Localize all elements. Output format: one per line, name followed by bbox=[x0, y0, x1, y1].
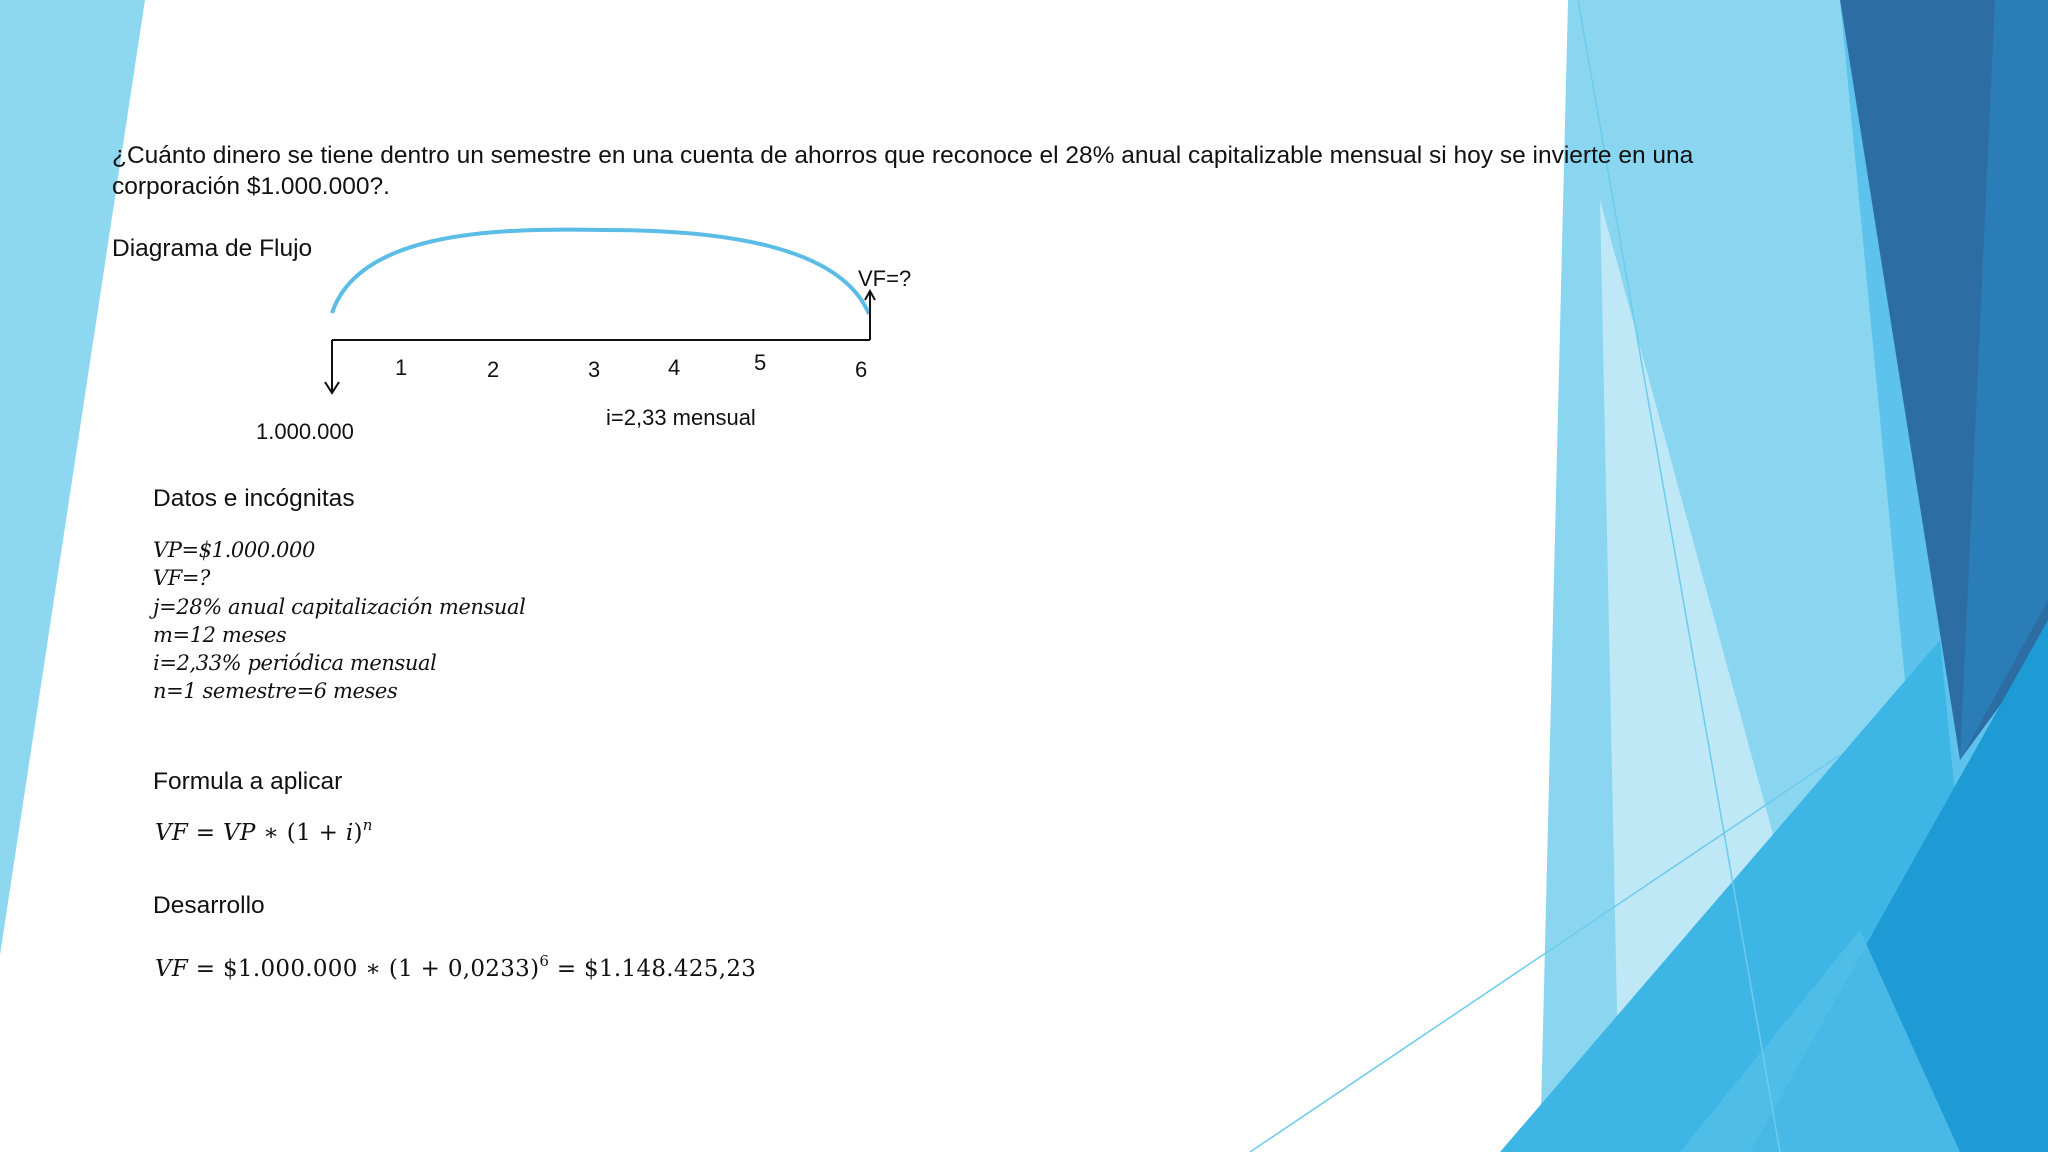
period-label-3: 3 bbox=[588, 357, 601, 382]
desarrollo-lhs: VF bbox=[155, 956, 189, 982]
datos-heading: Datos e incógnitas bbox=[153, 485, 355, 512]
dato-i: i=2,33% periódica mensual bbox=[153, 651, 437, 676]
desarrollo-exponent: 6 bbox=[539, 952, 550, 970]
diagram-title: Diagrama de Flujo bbox=[112, 235, 313, 262]
formula-rate: i bbox=[345, 820, 354, 846]
dato-m: m=12 meses bbox=[153, 622, 287, 647]
formula-expression: VF = VP ∗ $(1 + i)^n$ bbox=[155, 816, 373, 846]
dato-vf: VF=? bbox=[153, 566, 210, 591]
rate-label: i=2,33 mensual bbox=[606, 405, 756, 430]
desarrollo-rate: 0,0233 bbox=[447, 956, 531, 982]
future-value-label: VF=? bbox=[858, 266, 912, 291]
question-text: ¿Cuánto dinero se tiene dentro un semestre en una cuenta de ahorros que reconoce el 28% anual capitalizable mensual si hoy se invierte en una corporación $1.000.000?. bbox=[112, 142, 1694, 200]
dato-j: j=28% anual capitalización mensual bbox=[153, 594, 526, 619]
period-label-5: 5 bbox=[754, 350, 767, 375]
formula-vp: VP bbox=[222, 820, 256, 846]
desarrollo-principal: $1.000.000 bbox=[222, 956, 358, 982]
formula-exponent: n bbox=[362, 816, 373, 834]
period-label-1: 1 bbox=[395, 355, 408, 380]
period-label-2: 2 bbox=[487, 357, 500, 382]
period-label-6: 6 bbox=[855, 357, 868, 382]
desarrollo-heading: Desarrollo bbox=[153, 892, 265, 919]
formula-lhs: VF bbox=[155, 820, 189, 846]
datos-list bbox=[153, 536, 525, 706]
dato-n: n=1 semestre=6 meses bbox=[153, 679, 398, 704]
period-label-4: 4 bbox=[668, 355, 681, 380]
formula-heading: Formula a aplicar bbox=[153, 768, 343, 795]
desarrollo-result: $1.148.425,23 bbox=[584, 956, 757, 982]
desarrollo-expression: VF = $1.000.000 ∗ $(1 + 0,0233)^6$ = $1.148.425,23 bbox=[155, 952, 757, 982]
present-value-label: 1.000.000 bbox=[256, 419, 354, 444]
dato-vp: VP=$1.000.000 bbox=[153, 538, 315, 562]
